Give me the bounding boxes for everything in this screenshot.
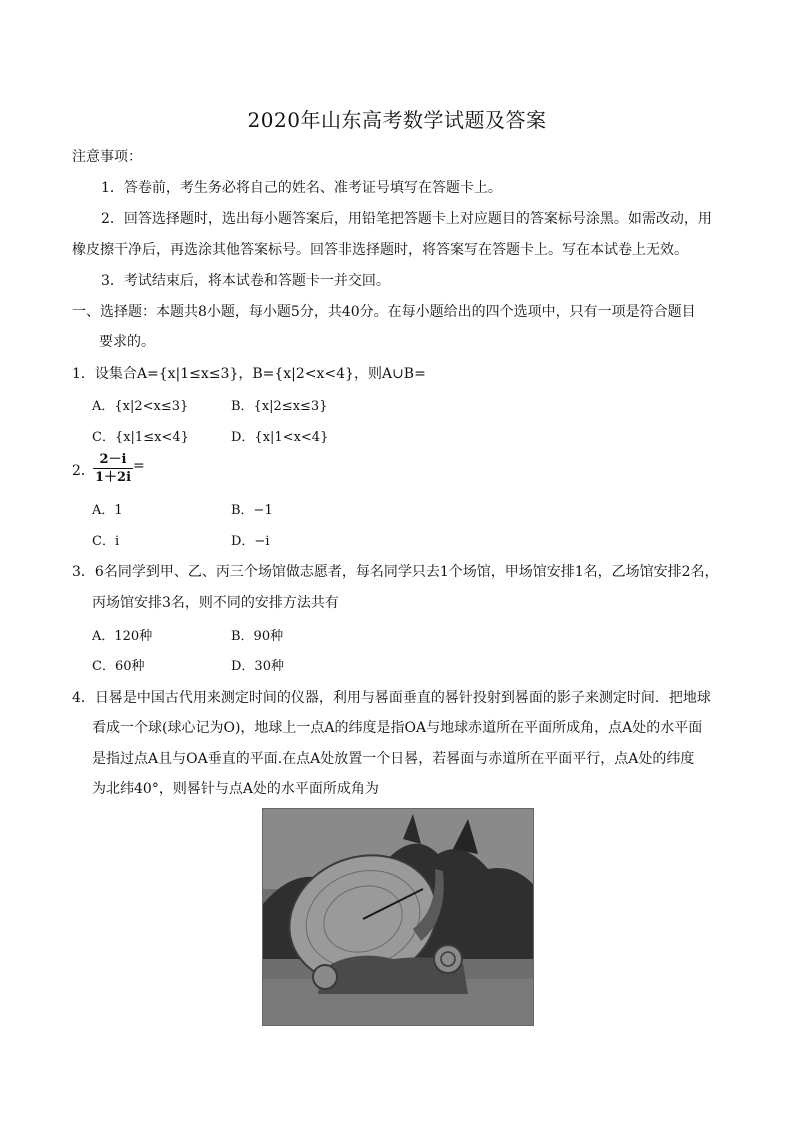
question-2-option-a: A．1 bbox=[92, 503, 123, 518]
question-3-option-c: C．60种 bbox=[92, 659, 145, 674]
question-1-stem: 1．设集合A={x|1≤x≤3}，B={x|2<x<4}，则A∪B= bbox=[72, 366, 426, 382]
question-2-option-c: C．i bbox=[92, 534, 120, 549]
notice-item-3: 3．考试结束后，将本试卷和答题卡一并交回。 bbox=[101, 273, 390, 289]
question-1-option-b: B．{x|2≤x≤3} bbox=[231, 399, 328, 414]
question-3-option-d: D．30种 bbox=[231, 659, 284, 674]
notice-item-2-line-2: 橡皮擦干净后，再选涂其他答案标号。回答非选择题时，将答案写在答题卡上。写在本试卷上无效。 bbox=[72, 242, 688, 258]
question-3-line-1: 3．6名同学到甲、乙、丙三个场馆做志愿者，每名同学只去1个场馆，甲场馆安排1名，乙场馆安排2名， bbox=[72, 564, 719, 580]
question-3-option-b: B．90种 bbox=[231, 629, 284, 644]
question-4-line-2: 看成一个球(球心记为O)，地球上一点A的纬度是指OA与地球赤道所在平面所成角，点A处的水平面 bbox=[92, 720, 703, 736]
page-title: 2020年山东高考数学试题及答案 bbox=[247, 108, 547, 132]
question-1-option-d: D．{x|1<x<4} bbox=[231, 430, 329, 445]
sundial-photo bbox=[262, 808, 534, 1026]
notice-heading: 注意事项： bbox=[72, 149, 142, 165]
fraction-denominator: 1＋2i bbox=[94, 470, 132, 485]
sundial-illustration bbox=[263, 809, 533, 1025]
question-2-option-b: B．−1 bbox=[231, 503, 273, 518]
question-3-line-2: 丙场馆安排3名，则不同的安排方法共有 bbox=[92, 595, 339, 611]
question-2-option-d: D．−i bbox=[231, 534, 270, 549]
section-heading-line-1: 一、选择题：本题共8小题，每小题5分，共40分。在每小题给出的四个选项中，只有一项是符合题目 bbox=[72, 304, 696, 320]
question-2-equals: = bbox=[133, 458, 145, 474]
notice-item-1: 1．答卷前，考生务必将自己的姓名、准考证号填写在答题卡上。 bbox=[101, 180, 502, 196]
question-4-line-3: 是指过点A且与OA垂直的平面.在点A处放置一个日晷，若晷面与赤道所在平面平行，点A处的纬度 bbox=[92, 751, 695, 767]
fraction-numerator: 2－i bbox=[93, 452, 133, 469]
question-4-line-4: 为北纬40°，则晷针与点A处的水平面所成角为 bbox=[92, 781, 379, 797]
question-1-option-c: C．{x|1≤x<4} bbox=[92, 430, 189, 445]
question-3-option-a: A．120种 bbox=[92, 629, 153, 644]
question-1-option-a: A．{x|2<x≤3} bbox=[92, 399, 189, 414]
question-2-number: 2． bbox=[72, 463, 95, 479]
section-heading-line-2: 要求的。 bbox=[99, 334, 155, 350]
question-4-line-1: 4．日晷是中国古代用来测定时间的仪器，利用与晷面垂直的晷针投射到晷面的影子来测定时间．把地球 bbox=[72, 690, 711, 706]
question-2-fraction bbox=[93, 452, 133, 485]
notice-item-2-line-1: 2．回答选择题时，选出每小题答案后，用铅笔把答题卡上对应题目的答案标号涂黑。如需改动，用 bbox=[101, 211, 712, 227]
